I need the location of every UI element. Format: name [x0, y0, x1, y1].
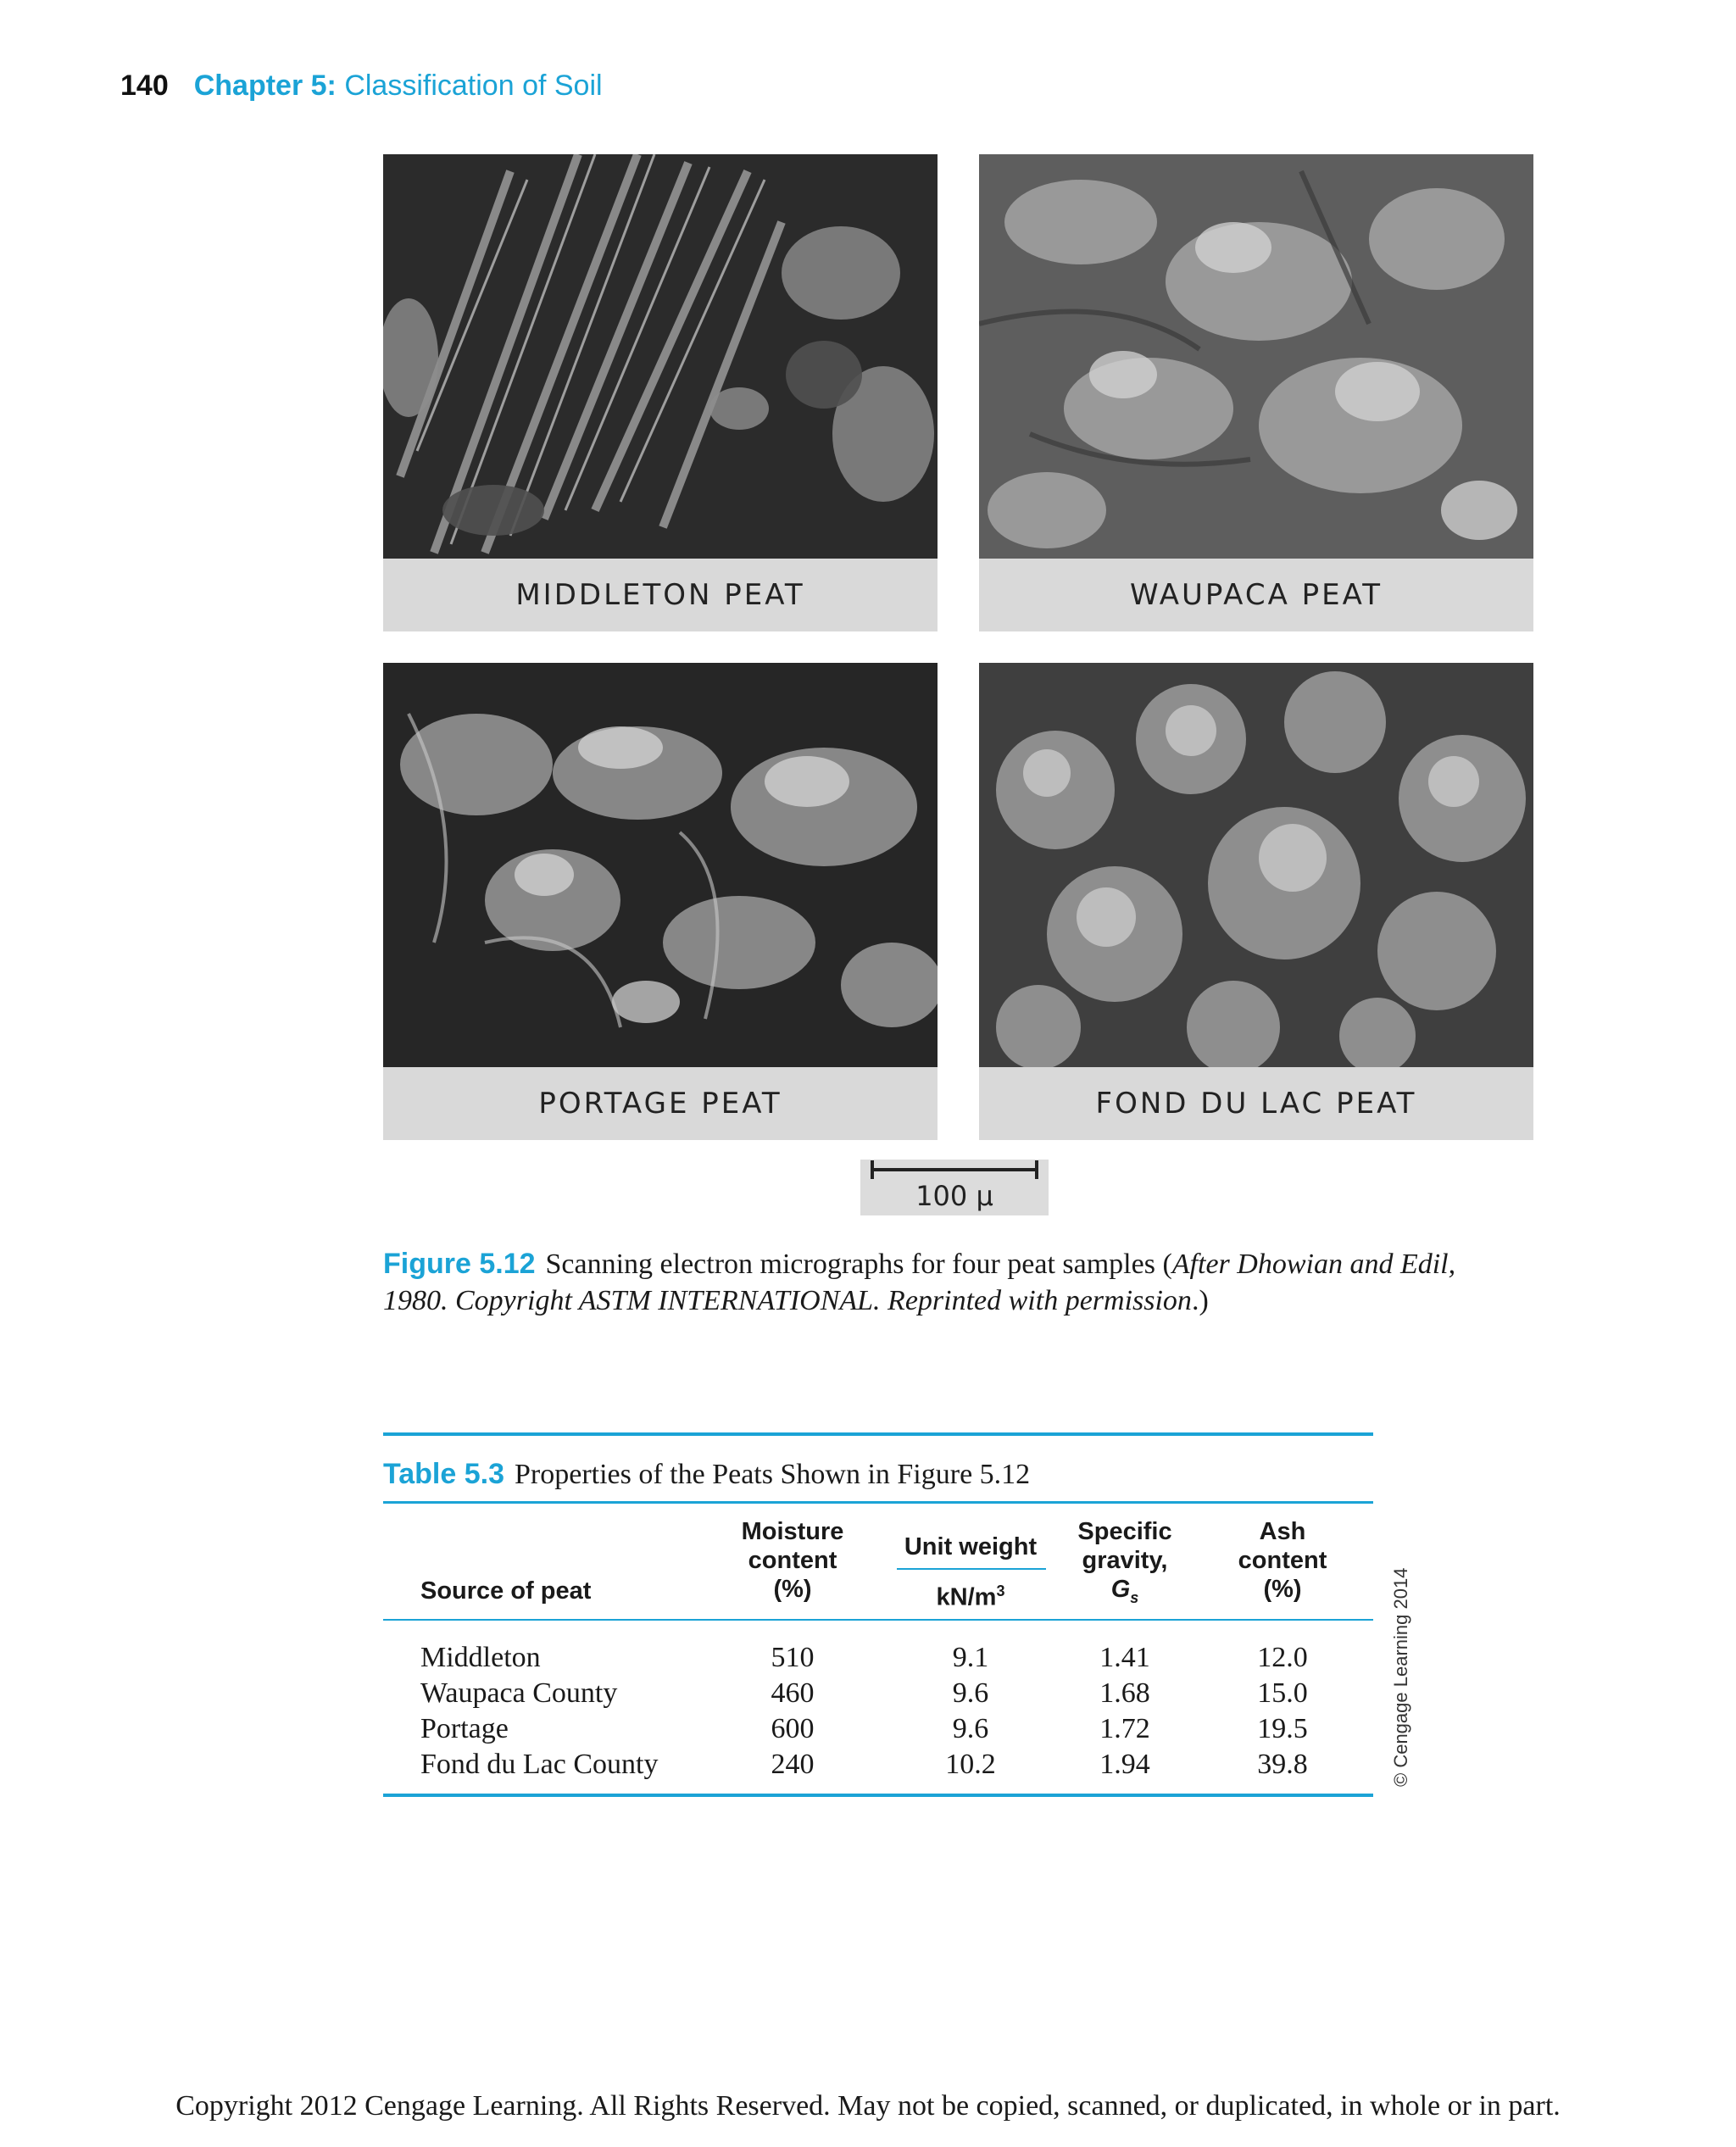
table-caption: [383, 1458, 1030, 1491]
header-moisture-line1: Moisture: [741, 1518, 844, 1545]
micrograph-image: [979, 663, 1533, 1067]
table-top-rule: [383, 1432, 1373, 1436]
table-title-rule: [383, 1501, 1373, 1504]
micrograph-image: [383, 154, 938, 559]
cell-moisture: 460: [771, 1677, 815, 1709]
cell-unit-weight: 9.6: [952, 1713, 989, 1744]
header-moisture-line3: (%): [773, 1576, 812, 1603]
cell-source: Fond du Lac County: [420, 1749, 659, 1780]
micrograph-image: [979, 154, 1533, 559]
gs-subscript: s: [1130, 1588, 1139, 1606]
cell-specific-gravity: 1.41: [1099, 1642, 1150, 1673]
cell-ash: 12.0: [1257, 1642, 1308, 1673]
table-header-rule: [383, 1619, 1373, 1621]
cell-source: Middleton: [420, 1642, 541, 1673]
caption-citation: After Dhowian and Edil, 1980. Copyright ASTM INTERNATIONAL. Reprinted with permission: [383, 1249, 1456, 1316]
header-ash-line1: Ash: [1259, 1518, 1306, 1545]
header-unit-weight-line1: Unit weight: [904, 1533, 1038, 1560]
table-title: Properties of the Peats Shown in Figure 5.12: [515, 1459, 1031, 1490]
header-source: Source of peat: [420, 1577, 592, 1605]
scale-bar-line: [871, 1168, 1038, 1171]
cell-specific-gravity: 1.72: [1099, 1713, 1150, 1744]
header-ash-line2: content: [1238, 1547, 1327, 1574]
micrograph-waupaca: [979, 154, 1533, 631]
caption-end: .): [1191, 1285, 1209, 1316]
cell-source: Portage: [420, 1713, 509, 1744]
header-moisture-line2: content: [748, 1547, 837, 1574]
caption-text: Scanning electron micrographs for four peat samples (: [545, 1249, 1172, 1280]
cell-ash: 15.0: [1257, 1677, 1308, 1709]
scale-label: 100 μ: [915, 1180, 993, 1212]
chapter-title: Classification of Soil: [344, 70, 603, 102]
page-number: 140: [120, 70, 169, 102]
cell-ash: 39.8: [1257, 1749, 1308, 1780]
micrograph-fond-du-lac: [979, 663, 1533, 1140]
table-bottom-rule: [383, 1794, 1373, 1797]
panel-label: WAUPACA PEAT: [1129, 578, 1383, 612]
scale-bar: [860, 1160, 1049, 1215]
cell-moisture: 240: [771, 1749, 815, 1780]
unit-superscript: 3: [996, 1582, 1005, 1599]
cell-specific-gravity: 1.68: [1099, 1677, 1150, 1709]
figure-label: Figure 5.12: [383, 1248, 536, 1280]
header-gs-line1: Specific: [1077, 1518, 1172, 1545]
micrograph-middleton: [383, 154, 938, 631]
cell-source: Waupaca County: [420, 1677, 618, 1709]
panel-label: MIDDLETON PEAT: [515, 578, 805, 612]
table-label: Table 5.3: [383, 1458, 504, 1490]
header-ash-line3: (%): [1263, 1576, 1302, 1603]
header-unit-weight-units: [890, 1577, 1051, 1612]
chapter-label: Chapter 5:: [193, 70, 337, 102]
cell-unit-weight: 9.6: [952, 1677, 989, 1709]
header-moisture: [712, 1517, 873, 1604]
header-unit-weight-rule: [897, 1568, 1046, 1570]
running-header: [120, 71, 603, 100]
micrograph-image: [383, 663, 938, 1067]
header-gs-line3: [1044, 1575, 1205, 1612]
cell-moisture: 510: [771, 1642, 815, 1673]
header-unit-weight: [890, 1532, 1051, 1561]
figure-caption: [383, 1246, 1502, 1319]
cell-unit-weight: 10.2: [945, 1749, 996, 1780]
header-gs-line2: gravity,: [1082, 1547, 1168, 1574]
cell-unit-weight: 9.1: [952, 1642, 989, 1673]
unit-kn-m: kN/m: [936, 1583, 997, 1611]
header-ash: [1202, 1517, 1363, 1604]
cell-ash: 19.5: [1257, 1713, 1308, 1744]
micrograph-portage: [383, 663, 938, 1140]
copyright-footer: Copyright 2012 Cengage Learning. All Rights Reserved. May not be copied, scanned, or duplicated, in whole or in part.: [175, 2090, 1561, 2122]
panel-label: PORTAGE PEAT: [538, 1087, 782, 1121]
header-specific-gravity: [1044, 1517, 1205, 1612]
panel-label: FOND DU LAC PEAT: [1095, 1087, 1417, 1121]
gs-symbol: G: [1110, 1576, 1131, 1603]
cengage-credit: © Cengage Learning 2014: [1390, 1567, 1411, 1787]
cell-moisture: 600: [771, 1713, 815, 1744]
cell-specific-gravity: 1.94: [1099, 1749, 1150, 1780]
